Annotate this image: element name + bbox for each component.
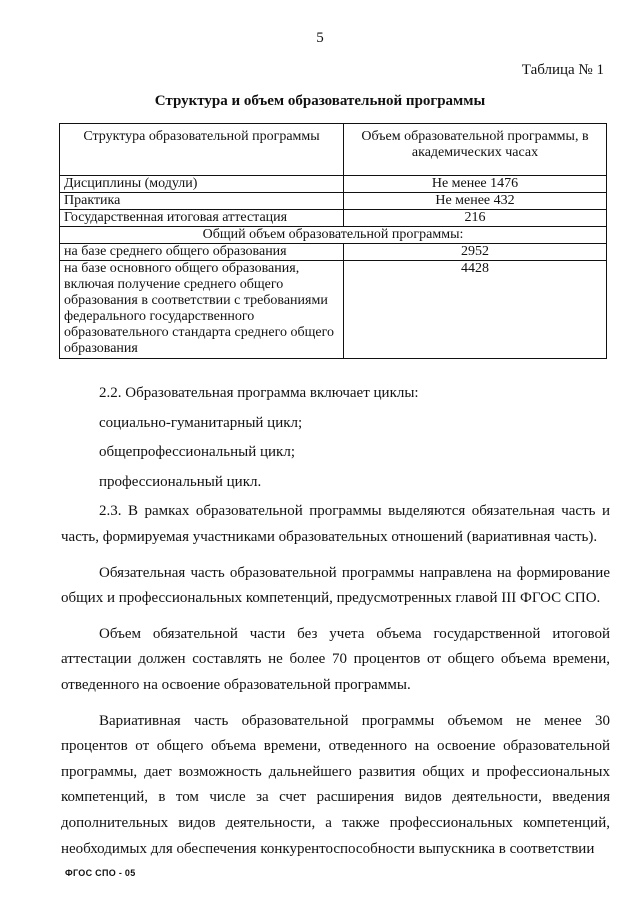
row-value: Не менее 432 xyxy=(344,193,607,210)
total-label: Общий объем образовательной программы: xyxy=(60,227,607,244)
cycle-item: профессиональный цикл. xyxy=(99,473,262,490)
paragraph-2-3: 2.3. В рамках образовательной программы выделяются обязательная часть и часть, формируемая участниками образовательных отношений (вариативная часть). xyxy=(61,503,610,545)
paragraph-mandatory-volume: Объем обязательной части без учета объема государственной итоговой аттестации должен составлять не более 70 процентов от общего объема времени, отведенного на освоение образовательной программы. xyxy=(61,625,610,693)
row-label: Дисциплины (модули) xyxy=(60,176,344,193)
program-structure-table xyxy=(59,123,607,359)
row-label: Практика xyxy=(60,193,344,210)
table-total-row xyxy=(60,227,607,244)
row-label: Государственная итоговая аттестация xyxy=(60,210,344,227)
page-number: 5 xyxy=(316,30,324,46)
paragraph-variable-part: Вариативная часть образовательной программы объемом не менее 30 процентов от общего объема времени, отведенного на освоение образовательной программы, дает возможность дальнейшего развития общих и профессиональных компетенций, в том числе за счет расширения видов деятельности, введения дополнительных видов деятельности, а также профессиональных компетенций, необходимых для обеспечения конкурентоспособности выпускника в соответствии xyxy=(61,712,610,857)
row-value: Не менее 1476 xyxy=(344,176,607,193)
row-label: на базе среднего общего образования xyxy=(60,244,344,261)
footer-label: ФГОС СПО - 05 xyxy=(65,868,136,878)
row-value: 4428 xyxy=(344,261,607,359)
row-label: на базе основного общего образования, включая получение среднего общего образования в соответствии с требованиями федерального государственного образовательного стандарта среднего общего образования xyxy=(60,261,344,359)
table-row xyxy=(60,244,607,261)
table-header-row xyxy=(60,124,607,176)
table-row xyxy=(60,261,607,359)
paragraph-mandatory-part: Обязательная часть образовательной программы направлена на формирование общих и профессиональных компетенций, предусмотренных главой III ФГОС СПО. xyxy=(61,564,610,607)
table-row xyxy=(60,176,607,193)
table-row xyxy=(60,210,607,227)
row-value: 2952 xyxy=(344,244,607,261)
header-structure: Структура образовательной программы xyxy=(60,124,344,176)
row-value: 216 xyxy=(344,210,607,227)
cycle-item: социально-гуманитарный цикл; xyxy=(99,414,303,431)
cycle-item: общепрофессиональный цикл; xyxy=(99,444,295,461)
table-title: Структура и объем образовательной программы xyxy=(154,93,486,109)
table-caption: Таблица № 1 xyxy=(521,62,604,78)
header-volume: Объем образовательной программы, в академических часах xyxy=(344,124,607,176)
table-row xyxy=(60,193,607,210)
paragraph-2-2: 2.2. Образовательная программа включает циклы: xyxy=(99,385,419,401)
document-body xyxy=(61,381,610,862)
